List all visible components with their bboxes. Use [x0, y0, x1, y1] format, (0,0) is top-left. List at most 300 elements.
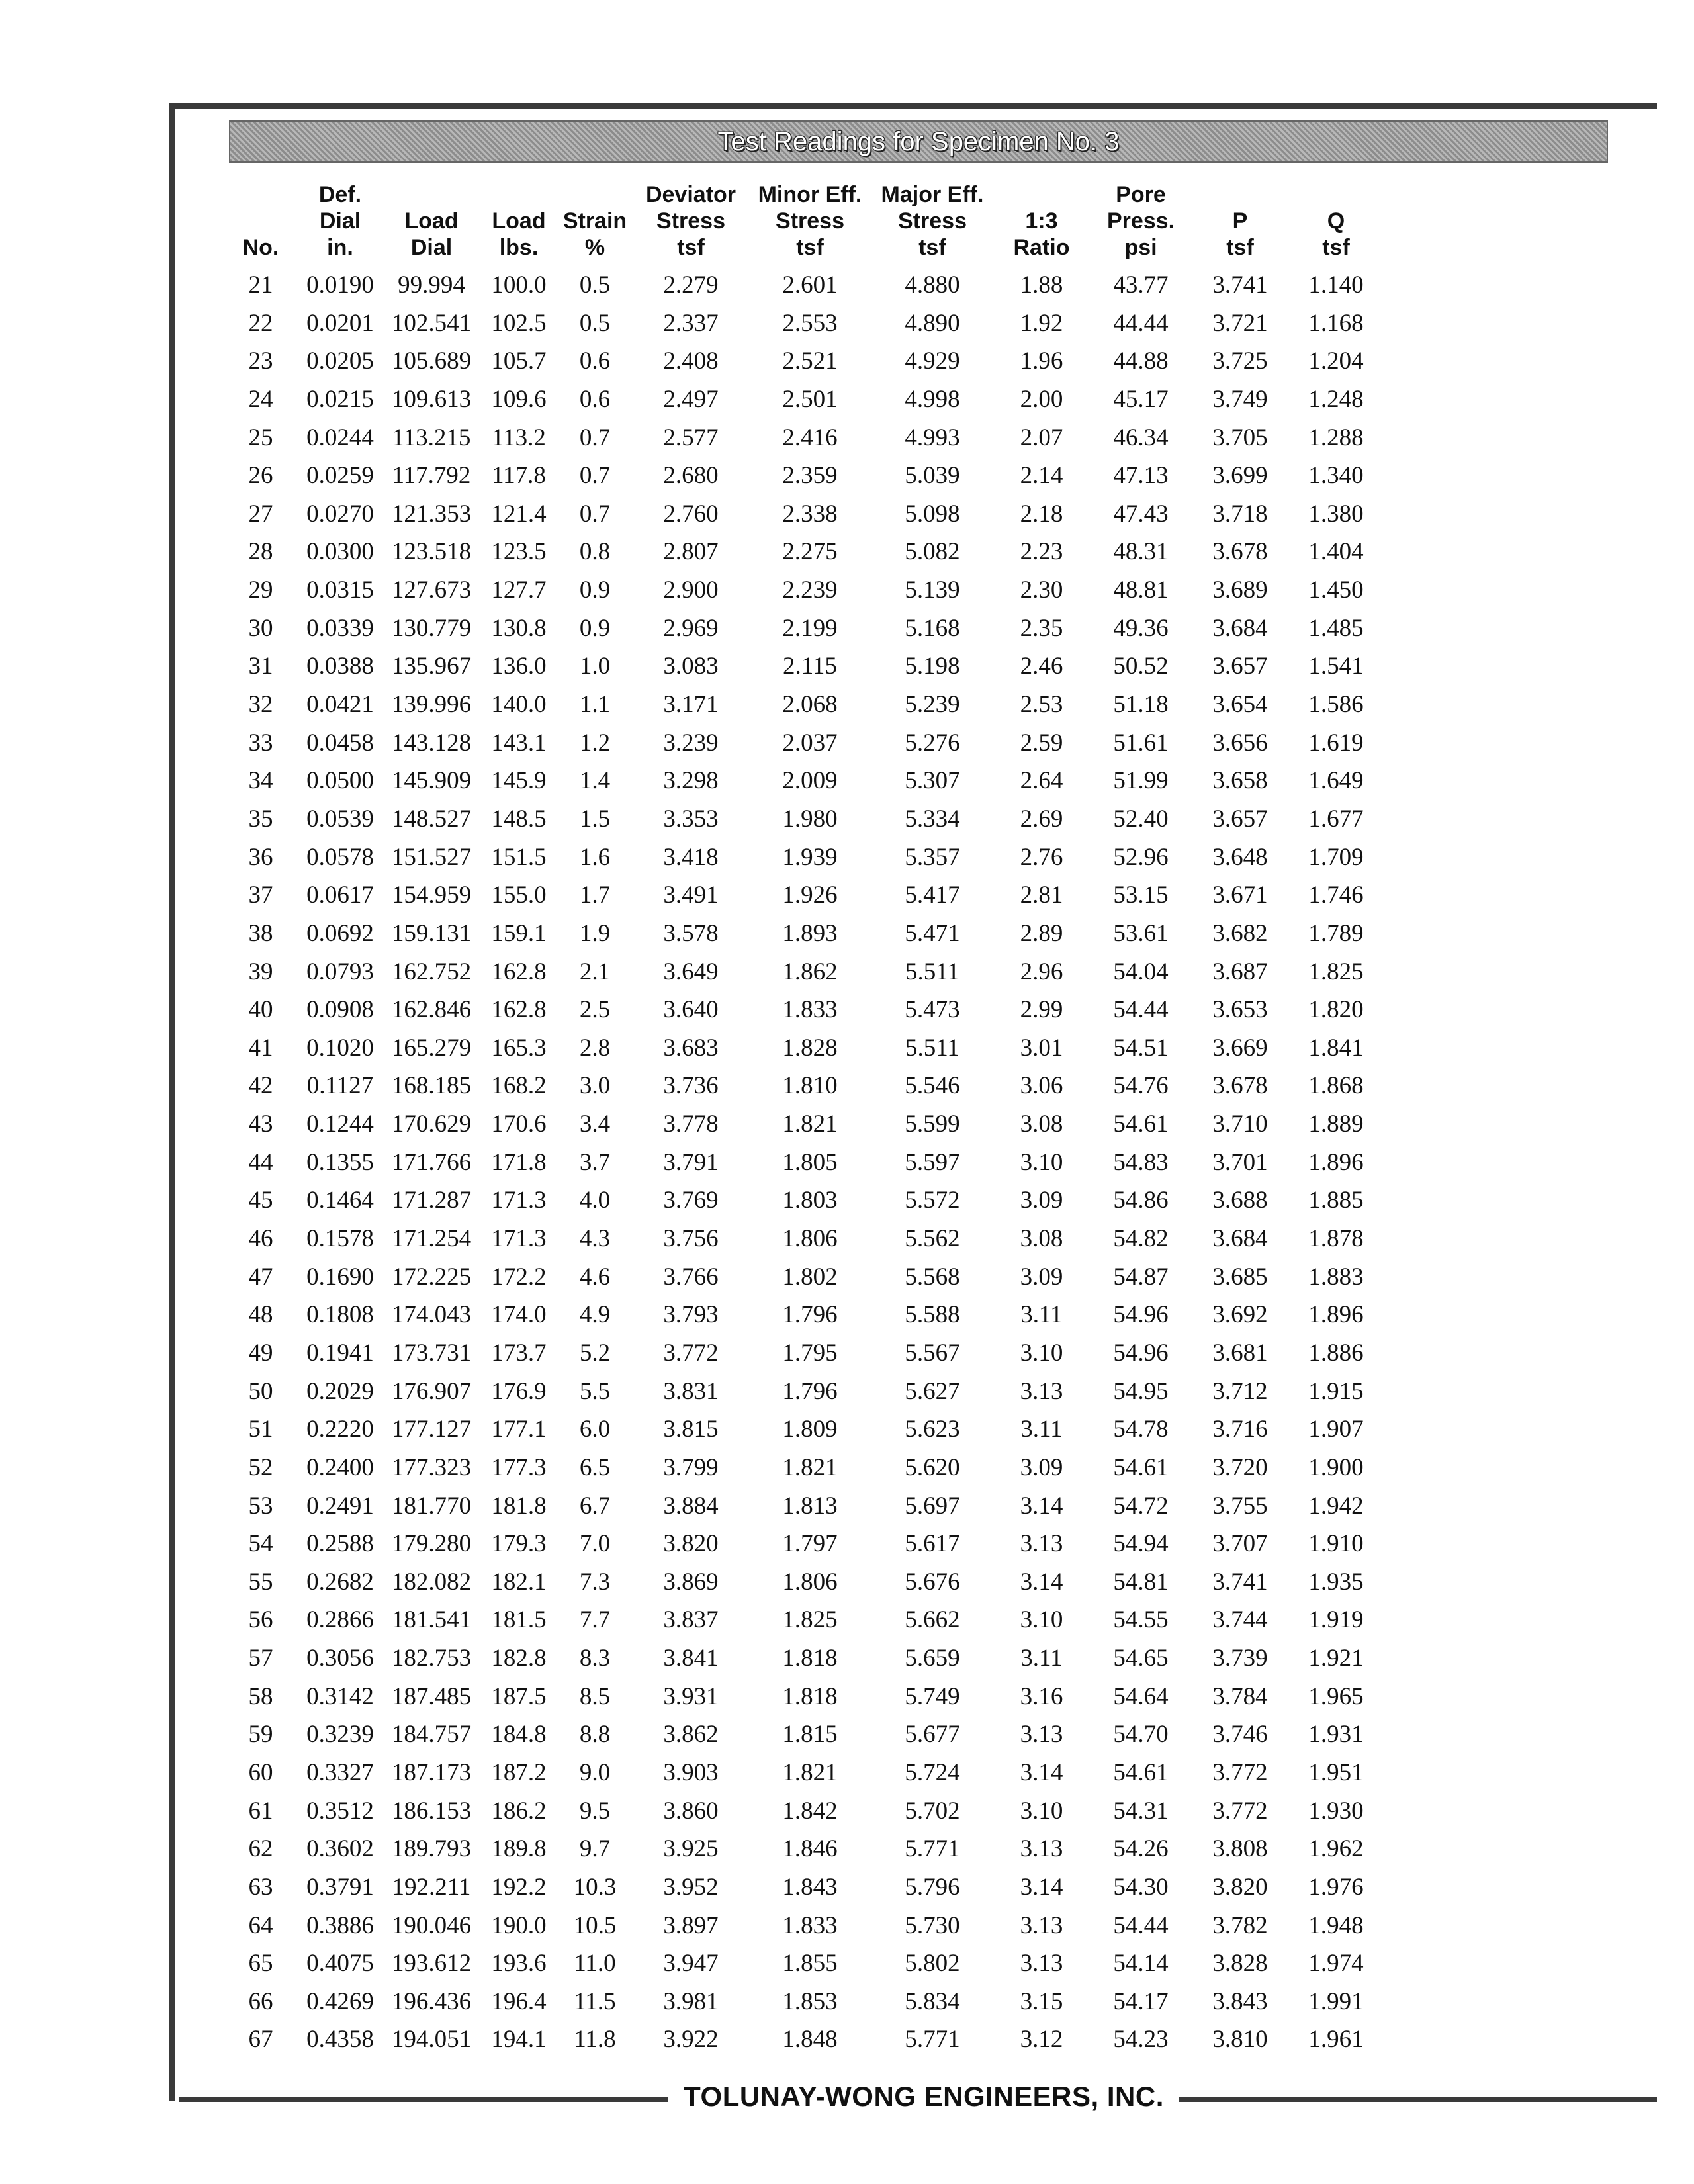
cell-strain: 11.0 — [574, 1950, 616, 1978]
cell-q: 1.746 — [1308, 882, 1364, 909]
cell-strain: 0.6 — [579, 385, 611, 413]
cell-major-eff-stress: 5.473 — [905, 996, 960, 1024]
cell-p: 3.718 — [1212, 500, 1268, 527]
cell-ratio: 3.12 — [1020, 2026, 1063, 2054]
cell-deviator-stress: 3.897 — [663, 1911, 719, 1939]
cell-deviator-stress: 3.799 — [663, 1453, 719, 1481]
cell-load-dial: 143.128 — [391, 729, 472, 756]
cell-no: 64 — [248, 1911, 273, 1939]
cell-q: 1.896 — [1308, 1148, 1364, 1176]
cell-major-eff-stress: 5.562 — [905, 1225, 960, 1253]
cell-pore-press: 43.77 — [1113, 271, 1169, 298]
cell-load-lbs: 174.0 — [491, 1301, 547, 1329]
table-row — [228, 1144, 1432, 1182]
cell-minor-eff-stress: 1.926 — [782, 882, 838, 909]
cell-pore-press: 54.81 — [1113, 1568, 1169, 1596]
cell-minor-eff-stress: 2.601 — [782, 271, 838, 298]
header-label: Q — [1327, 208, 1345, 234]
cell-load-lbs: 172.2 — [491, 1263, 547, 1291]
cell-strain: 1.7 — [579, 882, 611, 909]
cell-minor-eff-stress: 1.805 — [782, 1148, 838, 1176]
cell-p: 3.705 — [1212, 424, 1268, 451]
table-row — [228, 1754, 1432, 1792]
cell-ratio: 3.16 — [1020, 1682, 1063, 1710]
cell-no: 34 — [248, 767, 273, 795]
cell-pore-press: 53.15 — [1113, 882, 1169, 909]
cell-minor-eff-stress: 1.833 — [782, 996, 838, 1024]
table-row — [228, 1715, 1432, 1754]
cell-strain: 1.2 — [579, 729, 611, 756]
cell-minor-eff-stress: 1.862 — [782, 958, 838, 985]
cell-load-lbs: 177.1 — [491, 1416, 547, 1443]
cell-strain: 0.7 — [579, 500, 611, 527]
cell-no: 36 — [248, 843, 273, 871]
cell-ratio: 3.08 — [1020, 1225, 1063, 1253]
cell-p: 3.689 — [1212, 576, 1268, 604]
cell-deviator-stress: 3.815 — [663, 1416, 719, 1443]
cell-ratio: 2.30 — [1020, 576, 1063, 604]
cell-minor-eff-stress: 1.843 — [782, 1873, 838, 1901]
header-label: Def. — [318, 182, 362, 207]
cell-load-dial: 192.211 — [392, 1873, 471, 1901]
cell-deviator-stress: 3.831 — [663, 1377, 719, 1405]
cell-def-dial: 0.1578 — [306, 1225, 374, 1253]
cell-load-lbs: 151.5 — [491, 843, 547, 871]
cell-ratio: 2.46 — [1020, 653, 1063, 680]
cell-ratio: 2.07 — [1020, 424, 1063, 451]
header-label: tsf — [1322, 235, 1350, 260]
cell-minor-eff-stress: 2.009 — [782, 767, 838, 795]
cell-def-dial: 0.3327 — [306, 1758, 374, 1786]
cell-q: 1.820 — [1308, 996, 1364, 1024]
cell-strain: 9.7 — [579, 1835, 611, 1863]
cell-pore-press: 53.61 — [1113, 919, 1169, 947]
cell-q: 1.965 — [1308, 1682, 1364, 1710]
cell-major-eff-stress: 4.993 — [905, 424, 960, 451]
cell-deviator-stress: 3.239 — [663, 729, 719, 756]
cell-p: 3.687 — [1212, 958, 1268, 985]
cell-def-dial: 0.0259 — [306, 462, 374, 490]
cell-no: 24 — [248, 385, 273, 413]
cell-no: 29 — [248, 576, 273, 604]
cell-def-dial: 0.3142 — [306, 1682, 374, 1710]
cell-p: 3.688 — [1212, 1187, 1268, 1214]
cell-ratio: 2.81 — [1020, 882, 1063, 909]
cell-deviator-stress: 3.756 — [663, 1225, 719, 1253]
cell-major-eff-stress: 5.168 — [905, 614, 960, 642]
cell-q: 1.991 — [1308, 1987, 1364, 2015]
cell-deviator-stress: 3.793 — [663, 1301, 719, 1329]
cell-major-eff-stress: 5.659 — [905, 1645, 960, 1672]
cell-p: 3.843 — [1212, 1987, 1268, 2015]
cell-minor-eff-stress: 1.833 — [782, 1911, 838, 1939]
cell-deviator-stress: 3.083 — [663, 653, 719, 680]
cell-no: 48 — [248, 1301, 273, 1329]
cell-no: 42 — [248, 1072, 273, 1100]
cell-major-eff-stress: 5.139 — [905, 576, 960, 604]
table-row — [228, 1525, 1432, 1563]
cell-load-lbs: 171.3 — [491, 1187, 547, 1214]
cell-deviator-stress: 3.640 — [663, 996, 719, 1024]
cell-deviator-stress: 2.337 — [663, 309, 719, 337]
cell-p: 3.712 — [1212, 1377, 1268, 1405]
cell-strain: 9.5 — [579, 1797, 611, 1825]
cell-major-eff-stress: 5.039 — [905, 462, 960, 490]
cell-def-dial: 0.3056 — [306, 1645, 374, 1672]
cell-pore-press: 54.95 — [1113, 1377, 1169, 1405]
cell-q: 1.450 — [1308, 576, 1364, 604]
cell-load-dial: 105.689 — [391, 347, 472, 375]
cell-def-dial: 0.3886 — [306, 1911, 374, 1939]
cell-load-dial: 174.043 — [391, 1301, 472, 1329]
cell-q: 1.921 — [1308, 1645, 1364, 1672]
cell-def-dial: 0.0421 — [306, 691, 374, 719]
cell-load-dial: 182.082 — [391, 1568, 472, 1596]
cell-minor-eff-stress: 1.825 — [782, 1606, 838, 1634]
table-row — [228, 266, 1432, 304]
cell-ratio: 3.13 — [1020, 1950, 1063, 1978]
cell-q: 1.907 — [1308, 1416, 1364, 1443]
cell-strain: 5.2 — [579, 1339, 611, 1367]
cell-ratio: 2.53 — [1020, 691, 1063, 719]
cell-strain: 1.1 — [579, 691, 611, 719]
cell-pore-press: 45.17 — [1113, 385, 1169, 413]
cell-p: 3.808 — [1212, 1835, 1268, 1863]
cell-strain: 10.3 — [573, 1873, 617, 1901]
cell-ratio: 3.01 — [1020, 1034, 1063, 1062]
table-row — [228, 876, 1432, 915]
cell-no: 51 — [248, 1416, 273, 1443]
cell-load-lbs: 182.8 — [491, 1645, 547, 1672]
cell-strain: 3.7 — [579, 1148, 611, 1176]
cell-deviator-stress: 3.766 — [663, 1263, 719, 1291]
cell-ratio: 2.14 — [1020, 462, 1063, 490]
cell-p: 3.746 — [1212, 1721, 1268, 1749]
cell-major-eff-stress: 5.620 — [905, 1453, 960, 1481]
header-label: Strain — [562, 208, 627, 234]
cell-pore-press: 54.82 — [1113, 1225, 1169, 1253]
cell-p: 3.648 — [1212, 843, 1268, 871]
cell-pore-press: 54.64 — [1113, 1682, 1169, 1710]
cell-major-eff-stress: 5.771 — [905, 2026, 960, 2054]
cell-strain: 7.3 — [579, 1568, 611, 1596]
table-row — [228, 495, 1432, 533]
header-label: Major Eff. — [881, 182, 984, 207]
table-row — [228, 1792, 1432, 1831]
cell-load-lbs: 145.9 — [491, 767, 547, 795]
cell-p: 3.749 — [1212, 385, 1268, 413]
cell-pore-press: 54.23 — [1113, 2026, 1169, 2054]
cell-major-eff-stress: 5.082 — [905, 538, 960, 566]
cell-load-dial: 171.287 — [391, 1187, 472, 1214]
header-no — [228, 175, 294, 261]
cell-minor-eff-stress: 1.796 — [782, 1377, 838, 1405]
cell-q: 1.868 — [1308, 1072, 1364, 1100]
cell-major-eff-stress: 5.588 — [905, 1301, 960, 1329]
cell-deviator-stress: 3.298 — [663, 767, 719, 795]
header-label: psi — [1124, 235, 1157, 260]
header-label: Pore — [1116, 182, 1166, 207]
cell-major-eff-stress: 5.572 — [905, 1187, 960, 1214]
cell-major-eff-stress: 5.276 — [905, 729, 960, 756]
cell-load-lbs: 179.3 — [491, 1530, 547, 1558]
cell-p: 3.828 — [1212, 1950, 1268, 1978]
cell-q: 1.380 — [1308, 500, 1364, 527]
table-title-bar — [229, 120, 1608, 163]
header-def-dial — [294, 175, 386, 261]
cell-major-eff-stress: 5.568 — [905, 1263, 960, 1291]
cell-no: 55 — [248, 1568, 273, 1596]
cell-p: 3.681 — [1212, 1339, 1268, 1367]
cell-strain: 1.6 — [579, 843, 611, 871]
cell-load-dial: 102.541 — [391, 309, 472, 337]
cell-q: 1.961 — [1308, 2026, 1364, 2054]
cell-p: 3.671 — [1212, 882, 1268, 909]
cell-minor-eff-stress: 1.821 — [782, 1453, 838, 1481]
cell-no: 50 — [248, 1377, 273, 1405]
cell-minor-eff-stress: 1.828 — [782, 1034, 838, 1062]
header-label: Press. — [1106, 208, 1175, 234]
header-label: Stress — [656, 208, 725, 234]
cell-major-eff-stress: 5.417 — [905, 882, 960, 909]
cell-def-dial: 0.2491 — [306, 1492, 374, 1520]
cell-deviator-stress: 3.772 — [663, 1339, 719, 1367]
cell-no: 54 — [248, 1530, 273, 1558]
cell-minor-eff-stress: 1.795 — [782, 1339, 838, 1367]
cell-strain: 0.7 — [579, 462, 611, 490]
cell-strain: 3.0 — [579, 1072, 611, 1100]
cell-q: 1.889 — [1308, 1111, 1364, 1138]
cell-strain: 2.5 — [579, 996, 611, 1024]
cell-minor-eff-stress: 2.521 — [782, 347, 838, 375]
cell-def-dial: 0.1941 — [306, 1339, 374, 1367]
cell-load-dial: 182.753 — [391, 1645, 472, 1672]
cell-deviator-stress: 2.408 — [663, 347, 719, 375]
cell-q: 1.896 — [1308, 1301, 1364, 1329]
cell-load-dial: 196.436 — [391, 1987, 472, 2015]
table-row — [228, 1181, 1432, 1220]
table-row — [228, 342, 1432, 381]
cell-q: 1.942 — [1308, 1492, 1364, 1520]
cell-p: 3.725 — [1212, 347, 1268, 375]
cell-load-lbs: 102.5 — [491, 309, 547, 337]
cell-load-dial: 121.353 — [391, 500, 472, 527]
header-label: lbs. — [499, 235, 539, 260]
header-major-eff-stress — [869, 175, 995, 261]
cell-no: 30 — [248, 614, 273, 642]
cell-q: 1.541 — [1308, 653, 1364, 680]
cell-deviator-stress: 3.578 — [663, 919, 719, 947]
cell-pore-press: 54.44 — [1113, 996, 1169, 1024]
cell-load-lbs: 193.6 — [491, 1950, 547, 1978]
cell-pore-press: 54.96 — [1113, 1339, 1169, 1367]
cell-q: 1.883 — [1308, 1263, 1364, 1291]
table-row — [228, 1410, 1432, 1449]
cell-load-lbs: 130.8 — [491, 614, 547, 642]
cell-no: 23 — [248, 347, 273, 375]
cell-load-dial: 177.127 — [391, 1416, 472, 1443]
cell-pore-press: 54.94 — [1113, 1530, 1169, 1558]
cell-def-dial: 0.0201 — [306, 309, 374, 337]
cell-q: 1.841 — [1308, 1034, 1364, 1062]
cell-load-lbs: 113.2 — [492, 424, 546, 451]
cell-ratio: 3.08 — [1020, 1111, 1063, 1138]
cell-deviator-stress: 2.577 — [663, 424, 719, 451]
cell-load-lbs: 143.1 — [491, 729, 547, 756]
table-row — [228, 686, 1432, 724]
header-label: tsf — [677, 235, 705, 260]
cell-minor-eff-stress: 1.818 — [782, 1682, 838, 1710]
cell-load-dial: 162.846 — [391, 996, 472, 1024]
cell-def-dial: 0.3239 — [306, 1721, 374, 1749]
cell-load-lbs: 165.3 — [491, 1034, 547, 1062]
cell-no: 49 — [248, 1339, 273, 1367]
cell-pore-press: 54.76 — [1113, 1072, 1169, 1100]
cell-load-lbs: 184.8 — [491, 1721, 547, 1749]
cell-p: 3.654 — [1212, 691, 1268, 719]
table-row — [228, 800, 1432, 839]
cell-load-dial: 184.757 — [391, 1721, 472, 1749]
cell-ratio: 3.11 — [1020, 1301, 1063, 1329]
cell-strain: 10.5 — [573, 1911, 617, 1939]
cell-load-lbs: 109.6 — [491, 385, 547, 413]
header-load-dial — [385, 175, 478, 261]
cell-p: 3.755 — [1212, 1492, 1268, 1520]
table-row — [228, 762, 1432, 800]
cell-def-dial: 0.2400 — [306, 1453, 374, 1481]
table-row — [228, 647, 1432, 686]
cell-ratio: 2.59 — [1020, 729, 1063, 756]
cell-deviator-stress: 3.491 — [663, 882, 719, 909]
cell-no: 60 — [248, 1758, 273, 1786]
cell-no: 62 — [248, 1835, 273, 1863]
company-footer: TOLUNAY-WONG ENGINEERS, INC. — [684, 2081, 1164, 2112]
cell-no: 43 — [248, 1111, 273, 1138]
cell-no: 28 — [248, 538, 273, 566]
cell-def-dial: 0.0692 — [306, 919, 374, 947]
cell-load-lbs: 189.8 — [491, 1835, 547, 1863]
cell-major-eff-stress: 5.623 — [905, 1416, 960, 1443]
cell-load-lbs: 100.0 — [491, 271, 547, 298]
cell-major-eff-stress: 5.834 — [905, 1987, 960, 2015]
frame-top-border — [169, 103, 1657, 109]
cell-def-dial: 0.2866 — [306, 1606, 374, 1634]
cell-ratio: 2.69 — [1020, 805, 1063, 833]
cell-pore-press: 54.26 — [1113, 1835, 1169, 1863]
cell-load-lbs: 168.2 — [491, 1072, 547, 1100]
cell-strain: 1.9 — [579, 919, 611, 947]
cell-major-eff-stress: 5.098 — [905, 500, 960, 527]
cell-q: 1.948 — [1308, 1911, 1364, 1939]
header-q — [1286, 175, 1386, 261]
cell-minor-eff-stress: 2.359 — [782, 462, 838, 490]
table-row — [228, 1487, 1432, 1525]
cell-deviator-stress: 3.903 — [663, 1758, 719, 1786]
cell-major-eff-stress: 5.662 — [905, 1606, 960, 1634]
cell-def-dial: 0.1808 — [306, 1301, 374, 1329]
cell-q: 1.974 — [1308, 1950, 1364, 1978]
header-label: Stress — [898, 208, 967, 234]
cell-minor-eff-stress: 2.115 — [783, 653, 837, 680]
cell-deviator-stress: 3.649 — [663, 958, 719, 985]
cell-no: 35 — [248, 805, 273, 833]
frame-left-border — [169, 103, 175, 2101]
cell-ratio: 2.64 — [1020, 767, 1063, 795]
cell-p: 3.701 — [1212, 1148, 1268, 1176]
cell-pore-press: 54.04 — [1113, 958, 1169, 985]
cell-def-dial: 0.1690 — [306, 1263, 374, 1291]
cell-def-dial: 0.0578 — [306, 843, 374, 871]
cell-minor-eff-stress: 1.939 — [782, 843, 838, 871]
cell-pore-press: 44.44 — [1113, 309, 1169, 337]
header-label: in. — [327, 235, 353, 260]
cell-load-lbs: 196.4 — [491, 1987, 547, 2015]
cell-def-dial: 0.0388 — [306, 653, 374, 680]
cell-load-lbs: 140.0 — [491, 691, 547, 719]
table-row — [228, 304, 1432, 343]
cell-strain: 6.5 — [579, 1453, 611, 1481]
cell-no: 32 — [248, 691, 273, 719]
cell-ratio: 2.35 — [1020, 614, 1063, 642]
cell-q: 1.248 — [1308, 385, 1364, 413]
table-row — [228, 1220, 1432, 1258]
cell-minor-eff-stress: 1.821 — [782, 1758, 838, 1786]
cell-no: 26 — [248, 462, 273, 490]
cell-def-dial: 0.1464 — [306, 1187, 374, 1214]
cell-q: 1.709 — [1308, 843, 1364, 871]
cell-load-lbs: 194.1 — [491, 2026, 547, 2054]
cell-load-dial: 176.907 — [391, 1377, 472, 1405]
table-row — [228, 1334, 1432, 1373]
cell-ratio: 2.99 — [1020, 996, 1063, 1024]
cell-major-eff-stress: 5.511 — [905, 1034, 959, 1062]
cell-strain: 8.5 — [579, 1682, 611, 1710]
header-strain — [558, 175, 631, 261]
cell-q: 1.930 — [1308, 1797, 1364, 1825]
table-row — [228, 1868, 1432, 1907]
cell-deviator-stress: 2.680 — [663, 462, 719, 490]
cell-def-dial: 0.2588 — [306, 1530, 374, 1558]
cell-no: 37 — [248, 882, 273, 909]
cell-load-dial: 113.215 — [392, 424, 471, 451]
cell-major-eff-stress: 5.599 — [905, 1111, 960, 1138]
cell-minor-eff-stress: 1.846 — [782, 1835, 838, 1863]
cell-pore-press: 51.18 — [1113, 691, 1169, 719]
header-label: Load — [492, 208, 546, 234]
cell-major-eff-stress: 5.730 — [905, 1911, 960, 1939]
cell-deviator-stress: 3.869 — [663, 1568, 719, 1596]
cell-major-eff-stress: 5.676 — [905, 1568, 960, 1596]
cell-no: 59 — [248, 1721, 273, 1749]
cell-no: 63 — [248, 1873, 273, 1901]
cell-def-dial: 0.2220 — [306, 1416, 374, 1443]
table-row — [228, 915, 1432, 953]
cell-def-dial: 0.0793 — [306, 958, 374, 985]
cell-q: 1.619 — [1308, 729, 1364, 756]
table-row — [228, 1296, 1432, 1334]
header-label: Load — [404, 208, 459, 234]
cell-ratio: 1.92 — [1020, 309, 1063, 337]
cell-q: 1.885 — [1308, 1187, 1364, 1214]
cell-load-lbs: 136.0 — [491, 653, 547, 680]
cell-load-lbs: 171.3 — [491, 1225, 547, 1253]
frame-bottom-border-left — [179, 2097, 668, 2102]
cell-deviator-stress: 3.683 — [663, 1034, 719, 1062]
cell-major-eff-stress: 4.929 — [905, 347, 960, 375]
cell-pore-press: 54.31 — [1113, 1797, 1169, 1825]
table-row — [228, 953, 1432, 991]
table-row — [228, 1373, 1432, 1411]
